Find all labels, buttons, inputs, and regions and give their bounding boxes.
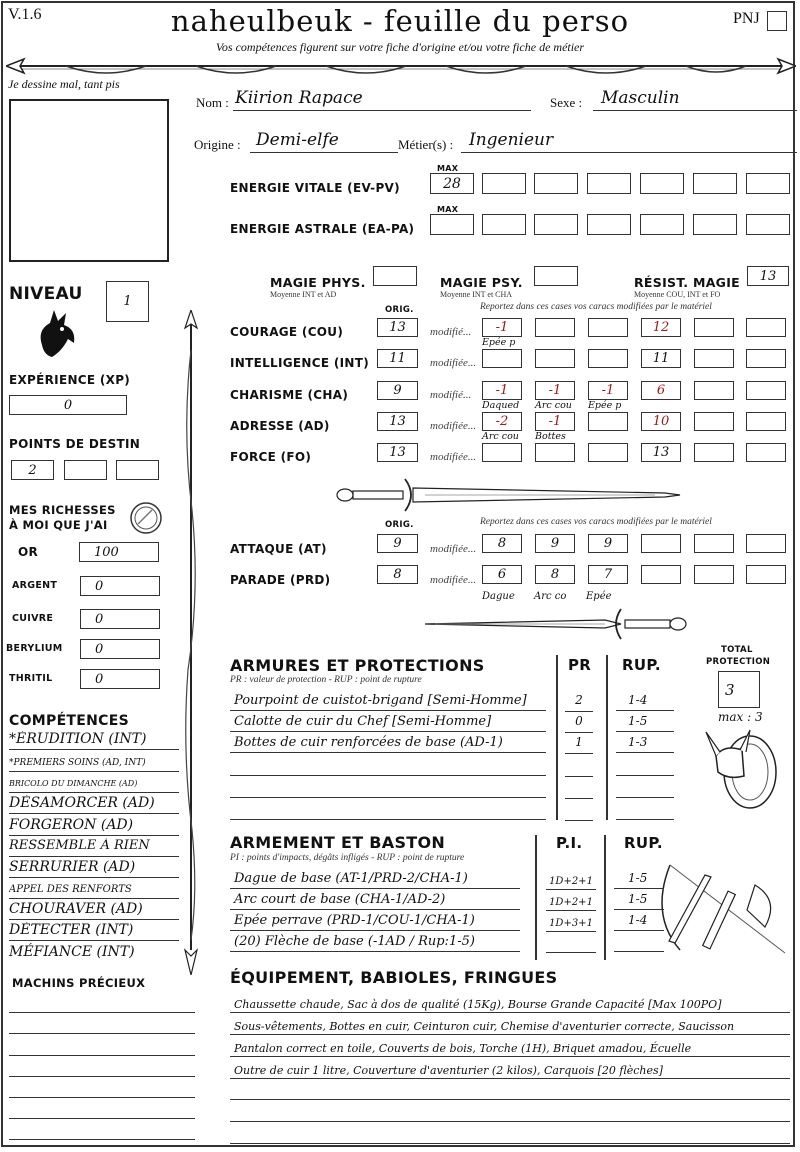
arme-rup-field[interactable]: 1-4 xyxy=(614,913,664,931)
combat-modified-field[interactable] xyxy=(694,534,734,553)
ea-field[interactable] xyxy=(482,214,526,235)
combat-note: Epée xyxy=(586,591,612,602)
resist-magie-label: RÉSIST. MAGIE xyxy=(634,275,741,290)
sword-icon-2 xyxy=(425,605,690,643)
stat-modifier-note: Arc cou xyxy=(482,431,519,442)
ea-field[interactable] xyxy=(430,214,474,235)
metier-field[interactable]: Ingenieur xyxy=(461,130,797,153)
total-protection-field[interactable]: 3 xyxy=(718,671,760,708)
competence-item[interactable]: BRICOLO DU DIMANCHE (AD) xyxy=(9,776,179,793)
machins-line[interactable] xyxy=(9,1139,195,1140)
stat-modified-field[interactable] xyxy=(694,381,734,400)
magie-phys-field[interactable] xyxy=(373,266,417,286)
combat-modified-label: modifiée... xyxy=(430,574,477,586)
competence-item[interactable]: CHOURAVER (AD) xyxy=(9,901,179,920)
stat-modified-field[interactable] xyxy=(588,412,628,431)
stat-modified-field[interactable]: -1 xyxy=(482,381,522,400)
armures-note: PR : valeur de protection - RUP : point de rupture xyxy=(230,675,422,685)
combat-note: Arc co xyxy=(534,591,567,602)
money-label-thritil: THRITIL xyxy=(9,673,53,684)
richesses-label-1: MES RICHESSES xyxy=(9,503,116,517)
money-field-argent[interactable]: 0 xyxy=(80,576,160,596)
xp-field[interactable]: 0 xyxy=(9,395,127,415)
stat-modifier-note: Daqued xyxy=(482,400,520,411)
ev-field[interactable] xyxy=(746,173,790,194)
stat-modified-field[interactable]: 6 xyxy=(641,381,681,400)
stat-modified-field[interactable]: 12 xyxy=(641,318,681,337)
equipement-title: ÉQUIPEMENT, BABIOLES, FRINGUES xyxy=(230,968,558,987)
armement-separator xyxy=(535,835,537,960)
ev-field[interactable] xyxy=(693,173,737,194)
competence-item[interactable]: RESSEMBLE À RIEN xyxy=(9,838,179,857)
stat-modified-label: modifié... xyxy=(430,389,472,401)
orig-label: ORIG. xyxy=(385,305,414,315)
coin-icon xyxy=(128,500,164,536)
weapons-icon xyxy=(645,855,795,960)
competences-label: COMPÉTENCES xyxy=(9,713,129,729)
metier-label: Métier(s) : xyxy=(398,137,454,152)
armure-rup-field[interactable]: 1-3 xyxy=(616,735,674,753)
stat-modified-label: modifiée... xyxy=(430,357,477,369)
stat-modifier-note: Epée p xyxy=(588,400,622,411)
combat-modified-field[interactable]: 7 xyxy=(588,565,628,584)
equipement-line[interactable]: Sous-vêtements, Bottes en cuir, Ceinturon cuir, Chemise d'aventurier correcte, Saucisson xyxy=(230,1018,790,1035)
stat-modified-field[interactable]: 13 xyxy=(641,443,681,462)
armure-rup-field[interactable] xyxy=(616,758,674,776)
arme-rup-field[interactable] xyxy=(614,934,664,952)
competence-item[interactable]: APPEL DES RENFORTS xyxy=(9,881,179,899)
arme-pi-field[interactable]: 1D+2+1 xyxy=(546,871,596,890)
destin-field-1[interactable]: 2 xyxy=(11,460,54,480)
ev-max-label: MAX xyxy=(437,164,459,173)
stat-label: CHARISME (CHA) xyxy=(230,388,349,402)
armement-separator xyxy=(604,835,606,960)
equipement-line[interactable] xyxy=(230,1105,790,1122)
ev-field[interactable]: 28 xyxy=(430,173,474,194)
machins-line[interactable] xyxy=(9,1033,195,1034)
stat-modifier-note: Arc cou xyxy=(535,400,572,411)
equipement-line[interactable]: Outre de cuir 1 litre, Couverture d'aventurier (2 kilos), Carquois [20 flèches] xyxy=(230,1062,790,1079)
stat-modified-field[interactable] xyxy=(694,318,734,337)
destin-field-3[interactable] xyxy=(116,460,159,480)
stat-orig-field[interactable]: 13 xyxy=(377,318,418,337)
arme-rup-field[interactable]: 1-5 xyxy=(614,871,664,889)
arme-pi-field[interactable]: 1D+3+1 xyxy=(546,913,596,932)
armure-name-field[interactable] xyxy=(230,780,546,798)
points-destin-label: POINTS DE DESTIN xyxy=(9,437,141,451)
competence-item[interactable]: FORGERON (AD) xyxy=(9,817,179,836)
armement-title: ARMEMENT ET BASTON xyxy=(230,833,446,852)
equipement-line[interactable]: Chaussette chaude, Sac à dos de qualité (15Kg), Bourse Grande Capacité [Max 100PO] xyxy=(230,996,790,1013)
competence-item[interactable]: DÉSAMORCER (AD) xyxy=(9,795,179,814)
armures-rup-header: RUP. xyxy=(622,656,661,674)
armure-name-field[interactable] xyxy=(230,802,546,820)
stat-modifier-note: Bottes xyxy=(535,431,566,442)
money-label-cuivre: CUIVRE xyxy=(12,613,54,624)
ea-field[interactable] xyxy=(640,214,684,235)
armement-rup-header: RUP. xyxy=(624,834,663,852)
ev-field[interactable] xyxy=(640,173,684,194)
armure-name-field[interactable]: Calotte de cuir du Chef [Semi-Homme] xyxy=(230,714,546,732)
combat-modified-field[interactable]: 8 xyxy=(535,565,575,584)
ev-field[interactable] xyxy=(482,173,526,194)
combat-note: Dague xyxy=(482,591,515,602)
competence-item[interactable]: *ÉRUDITION (INT) xyxy=(9,731,179,750)
money-field-berylium[interactable]: 0 xyxy=(80,639,160,659)
niveau-field[interactable]: 1 xyxy=(106,281,149,322)
combat-modified-field[interactable] xyxy=(746,534,786,553)
stat-modified-field[interactable] xyxy=(694,412,734,431)
equipement-line[interactable] xyxy=(230,1127,790,1144)
armure-pr-field[interactable] xyxy=(565,780,593,799)
sexe-label: Sexe : xyxy=(550,95,583,110)
sheet-title: naheulbeuk - feuille du perso xyxy=(170,4,630,38)
combat-modified-field[interactable]: 8 xyxy=(482,534,522,553)
armure-name-field[interactable]: Bottes de cuir renforcées de base (AD-1) xyxy=(230,735,546,753)
stat-modified-field[interactable]: -2 xyxy=(482,412,522,431)
machins-precieux-label: MACHINS PRÉCIEUX xyxy=(12,976,146,990)
ev-label: ENERGIE VITALE (EV-PV) xyxy=(230,181,400,195)
stat-label: ADRESSE (AD) xyxy=(230,419,330,433)
ea-max-label: MAX xyxy=(437,205,459,214)
combat-label: ATTAQUE (AT) xyxy=(230,542,327,556)
armure-rup-field[interactable] xyxy=(616,780,674,798)
stat-modified-field[interactable] xyxy=(535,349,575,368)
money-field-or[interactable]: 100 xyxy=(79,542,159,562)
richesses-label-2: À MOI QUE J'AI xyxy=(9,518,108,532)
stat-modified-field[interactable] xyxy=(482,443,522,462)
ev-field[interactable] xyxy=(587,173,631,194)
machins-line[interactable] xyxy=(9,1118,195,1119)
stat-modified-field[interactable] xyxy=(535,318,575,337)
total-label-1: TOTAL xyxy=(721,645,753,655)
competence-item[interactable]: DÉTECTER (INT) xyxy=(9,922,179,941)
ea-label: ENERGIE ASTRALE (EA-PA) xyxy=(230,222,415,236)
pi-header: P.I. xyxy=(556,834,583,852)
stat-modified-field[interactable]: -1 xyxy=(535,412,575,431)
combat-modified-field[interactable]: 9 xyxy=(535,534,575,553)
magie-phys-note: Moyenne INT et AD xyxy=(270,290,337,299)
ea-field[interactable] xyxy=(534,214,578,235)
resist-magie-field[interactable]: 13 xyxy=(747,266,789,286)
stat-orig-field[interactable]: 11 xyxy=(377,349,418,368)
sword-icon xyxy=(335,475,685,515)
armure-name-field[interactable]: Pourpoint de cuistot-brigand [Semi-Homme] xyxy=(230,693,546,711)
stat-modified-field[interactable] xyxy=(588,443,628,462)
stat-label: COURAGE (COU) xyxy=(230,325,344,339)
drawing-caption: Je dessine mal, tant pis xyxy=(8,77,120,91)
combat-orig-field[interactable]: 9 xyxy=(377,534,418,553)
stat-orig-field[interactable]: 9 xyxy=(377,381,418,400)
armures-separator xyxy=(606,655,608,820)
combat-modified-field[interactable] xyxy=(694,565,734,584)
armure-name-field[interactable] xyxy=(230,758,546,776)
magie-psy-field[interactable] xyxy=(534,266,578,286)
arme-name-field[interactable]: (20) Flèche de base (-1AD / Rup:1-5) xyxy=(230,934,520,952)
stat-modified-field[interactable]: -1 xyxy=(535,381,575,400)
total-label-2: PROTECTION xyxy=(706,657,771,667)
stat-modified-field[interactable]: 11 xyxy=(641,349,681,368)
ea-field[interactable] xyxy=(746,214,790,235)
combat-report-note: Reportez dans ces cases vos caracs modifiées par le matériel xyxy=(480,517,712,527)
stat-modified-field[interactable]: -1 xyxy=(588,381,628,400)
niveau-label: NIVEAU xyxy=(9,284,83,304)
machins-line[interactable] xyxy=(9,1097,195,1098)
money-label-or: OR xyxy=(18,545,39,559)
origine-label: Origine : xyxy=(194,137,241,152)
sheet-subtitle: Vos compétences figurent sur votre fiche d'origine et/ou votre fiche de métier xyxy=(215,40,585,54)
nom-label: Nom : xyxy=(196,95,229,110)
armure-rup-field[interactable]: 1-4 xyxy=(616,693,674,711)
stat-modified-field[interactable] xyxy=(482,349,522,368)
combat-modified-field[interactable]: 9 xyxy=(588,534,628,553)
stat-modified-field[interactable] xyxy=(588,349,628,368)
version-label: V.1.6 xyxy=(8,6,42,23)
arme-pi-field[interactable] xyxy=(546,934,596,953)
stat-modified-field[interactable] xyxy=(746,443,786,462)
resist-magie-note: Moyenne COU, INT et FO xyxy=(634,290,721,299)
armures-title: ARMURES ET PROTECTIONS xyxy=(230,656,485,675)
stat-modified-field[interactable] xyxy=(746,349,786,368)
arme-name-field[interactable]: Arc court de base (CHA-1/AD-2) xyxy=(230,892,520,910)
machins-line[interactable] xyxy=(9,1055,195,1056)
magie-psy-note: Moyenne INT et CHA xyxy=(440,290,513,299)
stat-label: FORCE (FO) xyxy=(230,450,312,464)
xp-label: EXPÉRIENCE (XP) xyxy=(9,373,131,387)
stat-modified-field[interactable] xyxy=(694,349,734,368)
armures-separator xyxy=(556,655,558,820)
equipement-line[interactable]: Pantalon correct en toile, Couverts de bois, Torche (1H), Briquet amadou, Écuelle xyxy=(230,1040,790,1057)
stat-modified-field[interactable] xyxy=(746,381,786,400)
max-protection-label: max : 3 xyxy=(718,710,763,724)
competence-item[interactable]: *PREMIERS SOINS (AD, INT) xyxy=(9,755,179,772)
combat-orig-label: ORIG. xyxy=(385,520,414,530)
combat-modified-field[interactable] xyxy=(641,534,681,553)
stat-label: INTELLIGENCE (INT) xyxy=(230,356,369,370)
money-label-argent: ARGENT xyxy=(12,580,58,591)
armure-pr-field[interactable] xyxy=(565,758,593,777)
arme-name-field[interactable]: Epée perrave (PRD-1/COU-1/CHA-1) xyxy=(230,913,520,931)
pnj-checkbox[interactable] xyxy=(767,11,787,31)
sexe-field[interactable]: Masculin xyxy=(593,88,797,111)
stat-modified-label: modifiée... xyxy=(430,451,477,463)
armement-note: PI : points d'impacts, dégâts infligés - RUP : point de rupture xyxy=(230,853,465,863)
combat-modified-field[interactable] xyxy=(746,565,786,584)
ea-field[interactable] xyxy=(693,214,737,235)
combat-modified-field[interactable] xyxy=(641,565,681,584)
origine-field[interactable]: Demi-elfe xyxy=(250,130,398,153)
combat-orig-field[interactable]: 8 xyxy=(377,565,418,584)
stat-modified-field[interactable]: -1 xyxy=(482,318,522,337)
destin-field-2[interactable] xyxy=(64,460,107,480)
stat-modified-field[interactable] xyxy=(588,318,628,337)
spear-divider-icon xyxy=(6,54,796,78)
helmet-shield-icon xyxy=(702,726,782,814)
pnj-label: PNJ xyxy=(733,10,760,27)
armure-rup-field[interactable]: 1-5 xyxy=(616,714,674,732)
armure-pr-field[interactable]: 0 xyxy=(565,714,593,733)
armure-rup-field[interactable] xyxy=(616,802,674,820)
stat-orig-field[interactable]: 13 xyxy=(377,412,418,431)
arme-pi-field[interactable]: 1D+2+1 xyxy=(546,892,596,911)
ev-field[interactable] xyxy=(534,173,578,194)
stat-modified-field[interactable] xyxy=(746,318,786,337)
combat-modified-label: modifiée... xyxy=(430,543,477,555)
money-field-thritil[interactable]: 0 xyxy=(80,669,160,689)
machins-line[interactable] xyxy=(9,1012,195,1013)
stat-modifier-note: Epée p xyxy=(482,337,516,348)
competence-item[interactable]: MÉFIANCE (INT) xyxy=(9,944,135,960)
money-label-berylium: BERYLIUM xyxy=(6,643,63,654)
stat-modified-field[interactable] xyxy=(694,443,734,462)
dragon-icon xyxy=(32,305,82,363)
armure-pr-field[interactable]: 1 xyxy=(565,735,593,754)
magie-psy-label: MAGIE PSY. xyxy=(440,275,523,290)
competence-item[interactable]: SERRURIER (AD) xyxy=(9,859,179,878)
stat-orig-field[interactable]: 13 xyxy=(377,443,418,462)
combat-label: PARADE (PRD) xyxy=(230,573,331,587)
stat-modified-field[interactable] xyxy=(746,412,786,431)
portrait-drawing-area[interactable] xyxy=(9,99,169,262)
machins-line[interactable] xyxy=(9,1076,195,1077)
money-field-cuivre[interactable]: 0 xyxy=(80,609,160,629)
magie-phys-label: MAGIE PHYS. xyxy=(270,275,366,290)
stat-modified-label: modifié... xyxy=(430,326,472,338)
armure-pr-field[interactable]: 2 xyxy=(565,693,593,712)
stat-modified-field[interactable]: 10 xyxy=(641,412,681,431)
arme-rup-field[interactable]: 1-5 xyxy=(614,892,664,910)
pr-header: PR xyxy=(568,656,592,674)
combat-modified-field[interactable]: 6 xyxy=(482,565,522,584)
armure-pr-field[interactable] xyxy=(565,802,593,821)
arme-name-field[interactable]: Dague de base (AT-1/PRD-2/CHA-1) xyxy=(230,871,520,889)
vertical-spear-icon xyxy=(180,310,202,975)
nom-field[interactable]: Kiirion Rapace xyxy=(233,88,531,111)
stat-modified-field[interactable] xyxy=(535,443,575,462)
stat-modified-label: modifiée... xyxy=(430,420,477,432)
equipement-line[interactable] xyxy=(230,1083,790,1100)
ea-field[interactable] xyxy=(587,214,631,235)
report-note: Reportez dans ces cases vos caracs modifiées par le matériel xyxy=(480,302,712,312)
